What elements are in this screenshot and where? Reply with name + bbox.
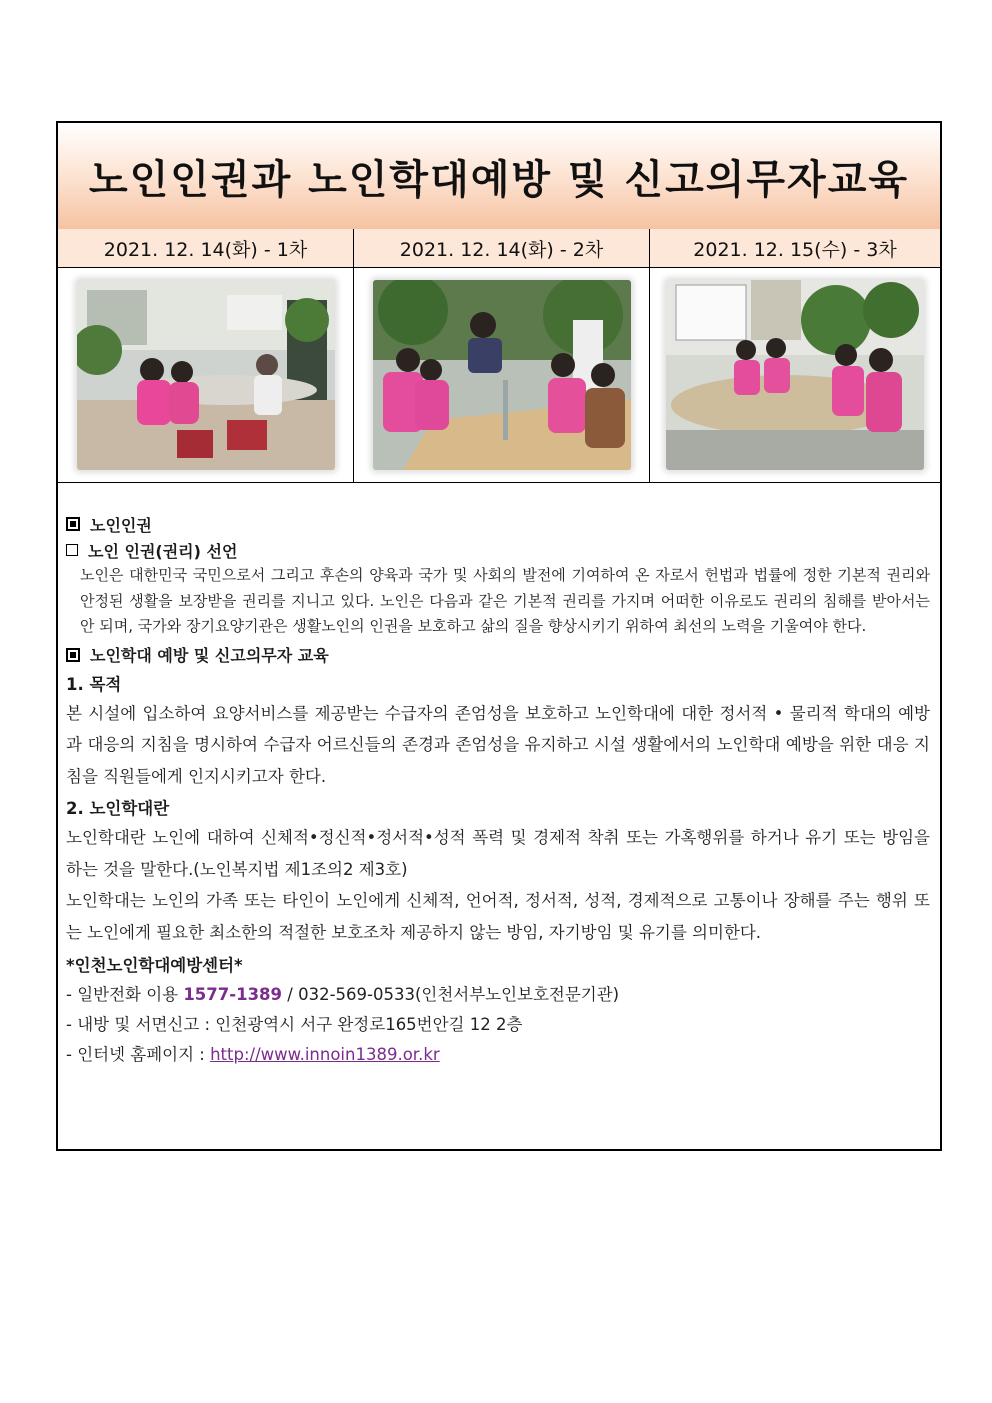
session-photo [77,280,335,470]
session-photo [373,280,631,470]
hotline-number: 1577-1389 [183,985,283,1004]
rights-heading: 노인인권 [66,511,930,537]
session-column-2 [354,229,650,482]
purpose-title: 1. 목적 [66,674,122,694]
rights-declaration-heading: 노인 인권(권리) 선언 [66,537,930,563]
session-photo [666,280,924,470]
content-body [66,511,930,1070]
homepage-link[interactable]: http://www.innoin1389.or.kr [210,1045,440,1064]
session-column-1 [58,229,354,482]
session-date: 2021. 12. 14(화) - 1차 [58,229,353,268]
center-phone: - 일반전화 이용 1577-1389 / 032-569-0533(인천서부노인보호전문기관) [66,985,620,1004]
center-name: *인천노인학대예방센터* [66,956,243,975]
education-heading: 노인학대 예방 및 신고의무자 교육 [66,642,930,668]
session-column-3 [650,229,940,482]
definition-title: 2. 노인학대란 [66,799,170,818]
center-web: - 인터넷 홈페이지 : http://www.innoin1389.or.kr [66,1045,440,1064]
empty-square-bullet-icon [66,544,78,556]
purpose-text: 본 시설에 입소하여 요양서비스를 제공받는 수급자의 존엄성을 보호하고 노인학대에 대한 정서적 • 물리적 학대의 예방과 대응의 지침을 명시하여 수급자 어르신들의 존경과 존엄성을 유지하고 시설 생활에서의 노인학대 예방을 위한 대응 지침을 직원들에게 인지시키고자 한다. [66,703,930,786]
document-frame [56,121,942,1151]
page-title: 노인인권과 노인학대예방 및 신고의무자교육 [89,156,909,203]
rights-declaration-text: 노인은 대한민국 국민으로서 그리고 후손의 양육과 국가 및 사회의 발전에 기여하여 온 자로서 헌법과 법률에 정한 기본적 권리와 안정된 생활을 보장받을 권리를 지니고 있다. 노인은 다음과 같은 기본적 권리를 가지며 어떠한 이유로도 권리의 침해를 받아서는 안 되며, 국가와 장기요양기관은 생활노인의 인권을 보호하고 삶의 질을 향상시키기 위하여 최선의 노력을 기울여야 한다. [80,566,930,635]
session-date: 2021. 12. 14(화) - 2차 [354,229,649,268]
definition-text-2: 노인학대는 노인의 가족 또는 타인이 노인에게 신체적, 언어적, 정서적, 성적, 경제적으로 고통이나 장해를 주는 행위 또는 노인에게 필요한 최소한의 적절한 보호조차 제공하지 않는 방임, 자기방임 및 유기를 의미한다. [66,891,930,942]
session-photo-table [58,229,940,483]
filled-square-bullet-icon [66,517,80,531]
filled-square-bullet-icon [66,648,80,662]
title-banner [58,123,940,230]
definition-text-1: 노인학대란 노인에 대하여 신체적•정신적•정서적•성적 폭력 및 경제적 착취 또는 가혹행위를 하거나 유기 또는 방임을 하는 것을 말한다.(노인복지법 제1조의2 제3호) [66,828,930,879]
center-visit: - 내방 및 서면신고 : 인천광역시 서구 완정로165번안길 12 2층 [66,1015,523,1034]
session-date: 2021. 12. 15(수) - 3차 [650,229,940,268]
